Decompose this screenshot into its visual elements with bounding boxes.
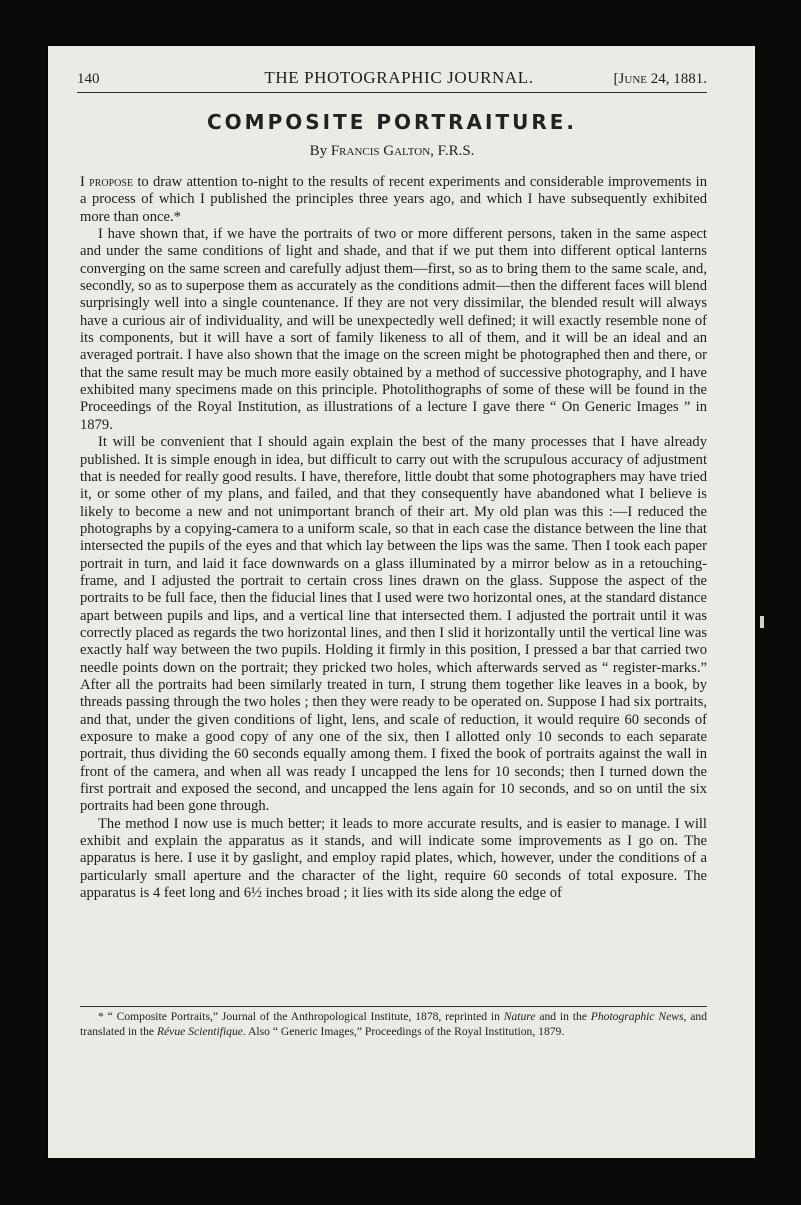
footnote-rule [80,1006,707,1007]
page-edge-mark [760,616,764,628]
paragraph-4: The method I now use is much better; it leads to more accurate results, and is easier to manage. I will exhibit and explain the apparatus as it stands, and will indicate some improvements as I go on. The apparatus is here. I use it by gaslight, and employ rapid plates, which, however, under the conditions of a particularly small aperture and the character of the light, require 60 seconds of total exposure. The apparatus is 4 feet long and 6½ inches broad ; it lies with its side along the edge of [80,815,707,902]
footnote-revue: Révue Scientifique [156,1024,243,1038]
header-rule [77,92,707,93]
byline-suffix: , F.R.S. [430,143,475,159]
footnote-part-2: and in the [535,1010,591,1023]
date-rest: 24, 1881. [647,71,707,87]
paragraph-1-text: to draw attention to-night to the results of recent experiments and considerable improvements in a process of which I published the principles three years ago, and which I have subsequently exhibited more than once.* [80,174,707,225]
article-body [80,174,707,902]
footnote-photographic-news: Photographic News [590,1010,684,1023]
footnote [80,1010,707,1039]
date-month: June [618,71,647,87]
footnote-nature: Nature [503,1010,536,1023]
paragraph-3: It will be convenient that I should again explain the best of the many processes that I have already published. It is simple enough in idea, but difficult to carry out with the scrupulous accuracy of adjustment that is needed for really good results. I have, therefore, little doubt that some photographers may have tried it, or some other of my plans, and failed, and that they consequently have abandoned what I believe is likely to become a new and not unimportant branch of their art. My old plan was this :—I reduced the photographs by a copying-camera to a uniform scale, so that in each case the distance between the line that intersected the pupils of the eyes and that which lay between the lips was the same. Then I took each paper portrait in turn, and laid it face downwards on a glass illuminated by a mirror below as in a retouching-frame, and I adjusted the portrait to certain cross lines drawn on the glass. Suppose the aspect of the portraits to be full face, then the fiducial lines that I used were two horizontal ones, at the standard distance apart between pupils and lips, and a vertical line that intersected them. I adjusted the portrait until it was correctly placed as regards the two horizontal lines, and then I slid it horizontally until the vertical line was exactly half way between the two pupils. Holding it firmly in this position, I pressed a bar that carried two needle points down on the portrait; they pricked two holes, which afterwards served as “ register-marks.” After all the portraits had been similarly treated in turn, I strung them together like leaves in a book, by threads passing through the two holes ; then they were ready to be operated on. Suppose I had six portraits, and that, under the given conditions of light, lens, and scale of reduction, it would require 60 seconds of exposure to make a good copy of any one of the six, then I allotted only 10 seconds to each separate portrait, thus dividing the 60 seconds equally among them. I fixed the book of portraits against the wall in front of the camera, and when all was ready I uncapped the lens for 10 seconds; then I turned down the first portrait and exposed the second, and uncapped the lens again for 10 seconds, and so on until the six portraits had been gone through. [80,434,707,815]
byline-author: Francis Galton [330,143,431,159]
running-header [77,64,707,90]
date-bracket: [ [613,71,619,87]
journal-title: THE PHOTOGRAPHIC JOURNAL. [264,68,534,87]
byline [77,143,707,160]
footnote-text [80,1010,707,1039]
footnote-part-3: , and translated in the [80,1010,707,1038]
issue-date [614,71,707,88]
paragraph-2: I have shown that, if we have the portraits of two or more different persons, taken in the same aspect and under the same conditions of light and shade, and that if we put them into different optical lanterns converging on the same screen and carefully adjust them—first, so as to bring them to the same scale, and, secondly, so as to superpose them as accurately as the conditions admit—then the different faces will blend surprisingly well into a single countenance. If they are not very dissimilar, the blended result will always have a curious air of individuality, and will be unexpectedly well defined; it will exactly resemble none of its components, but it will have a sort of family likeness to all of them, and it will be an ideal and an averaged portrait. I have also shown that the image on the screen might be photographed then and there, or that the same result may be much more easily obtained by a method of successive photography, and I have exhibited many specimens made on this principle. Photolithographs of some of these will be found in the Proceedings of the Royal Institution, as illustrations of a lecture I gave there “ On Generic Images ” in 1879. [80,226,707,433]
page-number: 140 [77,71,100,87]
byline-prefix: By [309,143,331,159]
footnote-part-4: . Also “ Generic Images,” Proceedings of the Royal Institution, 1879. [242,1024,565,1038]
footnote-part-1: * “ Composite Portraits,” Journal of the Anthropological Institute, 1878, reprinted in [98,1010,504,1023]
lead-words: I propose [80,174,134,190]
article-title: COMPOSITE PORTRAITURE. [206,110,578,134]
paragraph-1 [80,174,707,226]
